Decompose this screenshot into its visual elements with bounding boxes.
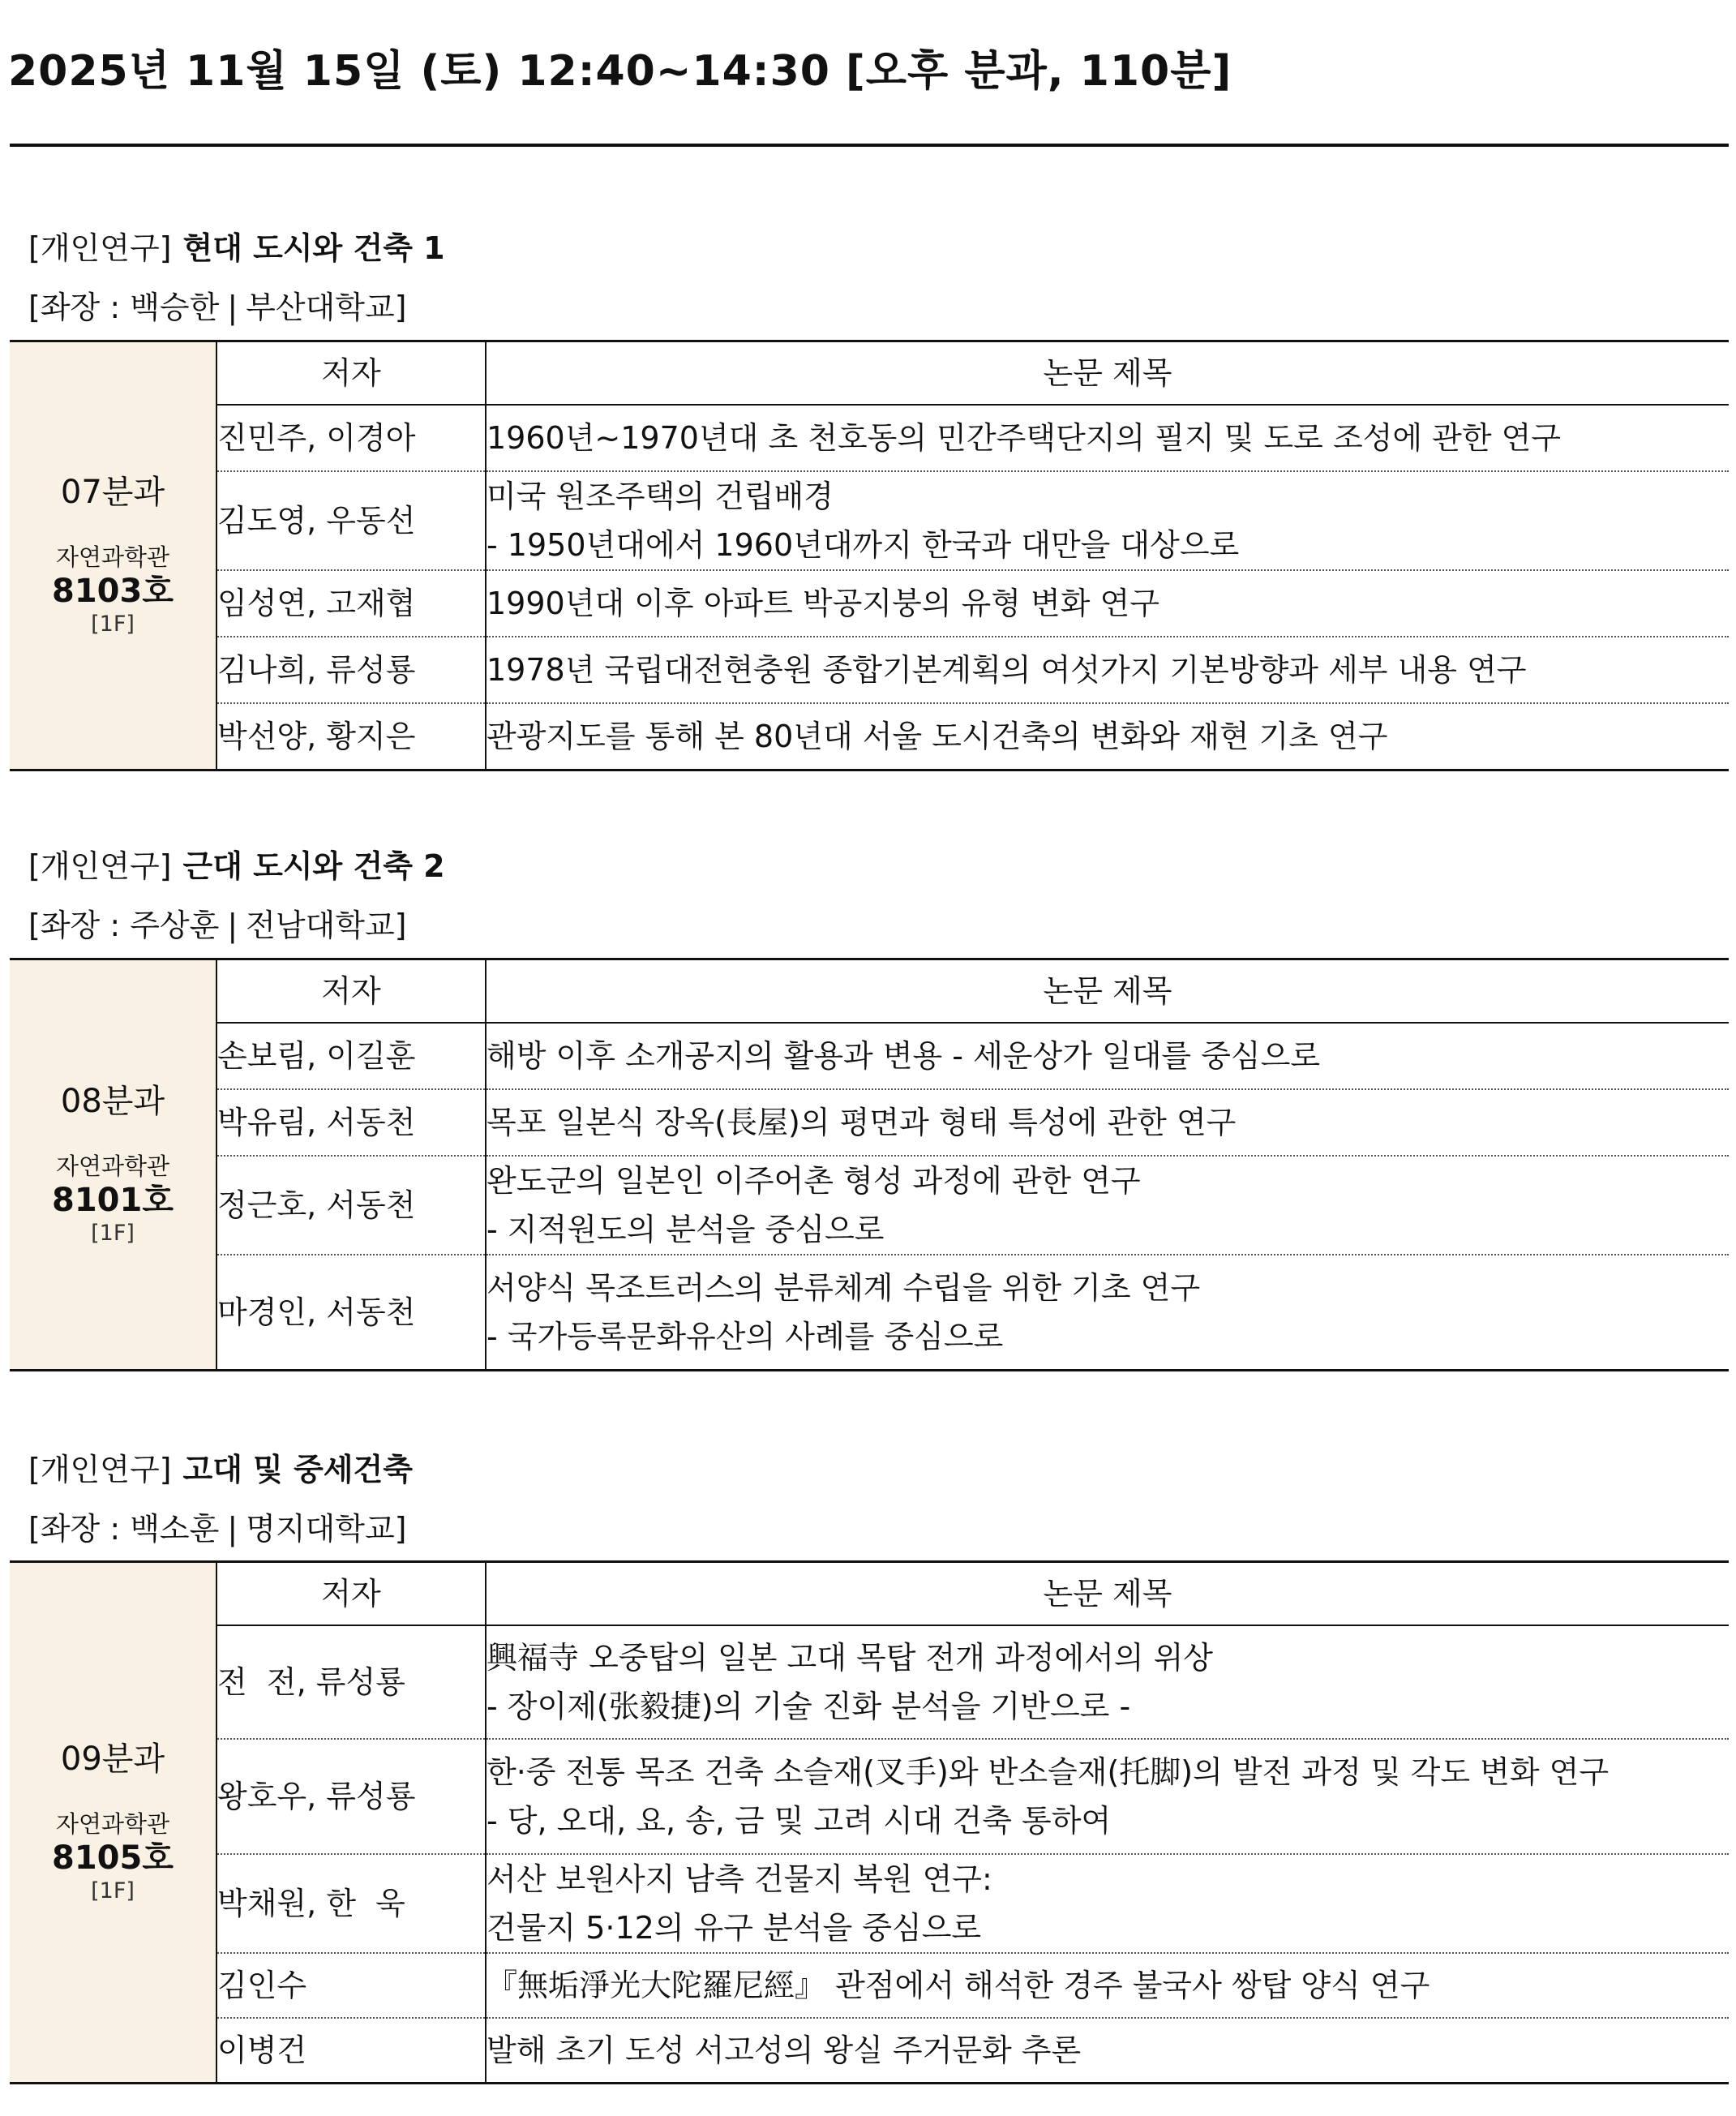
- chair-name: [좌장 : 주상훈: [28, 908, 220, 943]
- title-line: 한·중 전통 목조 건축 소슬재(叉手)와 반소슬재(托脚)의 발전 과정 및 각도 변화 연구: [487, 1754, 1610, 1790]
- room-floor: [1F]: [91, 611, 135, 637]
- paper-title: [486, 1854, 1729, 1953]
- column-header-title: 논문 제목: [486, 1562, 1729, 1626]
- column-header-title: 논문 제목: [486, 959, 1729, 1024]
- page-header: 2025년 11월 15일 (토) 12:40~14:30 [오후 분과, 110분]: [8, 47, 1232, 96]
- room-cell: [10, 341, 216, 770]
- paper-title: [486, 570, 1729, 637]
- column-header-author: 저자: [216, 341, 486, 406]
- section-title: [28, 223, 445, 268]
- table-row: [10, 1953, 1729, 2018]
- table-row: [10, 1739, 1729, 1854]
- paper-authors: 김도영, 우동선: [216, 471, 486, 570]
- paper-title: [486, 471, 1729, 570]
- paper-title: [486, 1156, 1729, 1255]
- table-row: [10, 637, 1729, 703]
- room-session: 07분과: [60, 473, 165, 511]
- section-chair: [28, 900, 407, 945]
- room-number: 8103호: [52, 572, 174, 610]
- paper-authors: 김나희, 류성룡: [216, 637, 486, 703]
- title-line: - 당, 오대, 요, 송, 금 및 고려 시대 건축 통하여: [487, 1803, 1112, 1839]
- paper-authors: 전 전, 류성룡: [216, 1625, 486, 1739]
- paper-authors: 손보림, 이길훈: [216, 1023, 486, 1089]
- room-building: 자연과학관: [55, 1809, 170, 1838]
- table-row: [10, 471, 1729, 570]
- table-row: [10, 570, 1729, 637]
- section-title: [28, 1444, 413, 1489]
- column-header-title: 논문 제목: [486, 341, 1729, 406]
- section-kind: [개인연구]: [28, 1452, 172, 1487]
- section-name: 근대 도시와 건축 2: [182, 848, 445, 884]
- chair-affiliation: 부산대학교]: [246, 290, 407, 325]
- section-name: 현대 도시와 건축 1: [182, 230, 445, 266]
- section-name: 고대 및 중세건축: [182, 1452, 413, 1487]
- table-row: [10, 1023, 1729, 1089]
- chair-separator: |: [227, 1511, 238, 1547]
- title-line: 서산 보원사지 남측 건물지 복원 연구:: [487, 1861, 992, 1897]
- room-session: 08분과: [60, 1082, 165, 1120]
- paper-title: [486, 405, 1729, 471]
- paper-title: [486, 2018, 1729, 2083]
- title-line: - 국가등록문화유산의 사례를 중심으로: [487, 1318, 1004, 1354]
- paper-authors: 진민주, 이경아: [216, 405, 486, 471]
- table-row: [10, 703, 1729, 770]
- title-line: - 장이제(张毅捷)의 기술 진화 분석을 기반으로 -: [487, 1689, 1131, 1724]
- paper-authors: 왕호우, 류성룡: [216, 1739, 486, 1854]
- room-cell: [10, 959, 216, 1371]
- title-line: 완도군의 일본인 이주어촌 형성 과정에 관한 연구: [487, 1163, 1141, 1199]
- title-line: 미국 원조주택의 건립배경: [487, 479, 834, 514]
- title-line: 목포 일본식 장옥(長屋)의 평면과 형태 특성에 관한 연구: [487, 1105, 1237, 1140]
- room-building: 자연과학관: [55, 1152, 170, 1180]
- paper-title: [486, 1089, 1729, 1156]
- title-line: - 지적원도의 분석을 중심으로: [487, 1212, 885, 1247]
- section-kind: [개인연구]: [28, 848, 172, 884]
- paper-authors: 임성연, 고재협: [216, 570, 486, 637]
- title-line: 1978년 국립대전현충원 종합기본계획의 여섯가지 기본방향과 세부 내용 연구: [487, 652, 1527, 688]
- chair-name: [좌장 : 백소훈: [28, 1511, 220, 1547]
- room-number: 8105호: [52, 1839, 174, 1877]
- room-building: 자연과학관: [55, 543, 170, 571]
- room-floor: [1F]: [91, 1878, 135, 1904]
- title-line: 건물지 5·12의 유구 분석을 중심으로: [487, 1910, 982, 1946]
- section-chair: [28, 1504, 407, 1548]
- paper-title: [486, 1953, 1729, 2018]
- paper-title: [486, 1625, 1729, 1739]
- paper-title: [486, 637, 1729, 703]
- paper-title: [486, 1739, 1729, 1854]
- paper-authors: 정근호, 서동천: [216, 1156, 486, 1255]
- title-line: 관광지도를 통해 본 80년대 서울 도시건축의 변화와 재현 기초 연구: [487, 718, 1388, 754]
- header-divider: [10, 144, 1729, 147]
- title-line: 발해 초기 도성 서고성의 왕실 주거문화 추론: [487, 2032, 1082, 2068]
- title-line: 해방 이후 소개공지의 활용과 변용 - 세운상가 일대를 중심으로: [487, 1038, 1321, 1074]
- title-line: - 1950년대에서 1960년대까지 한국과 대만을 대상으로: [487, 527, 1240, 563]
- chair-affiliation: 명지대학교]: [246, 1511, 407, 1547]
- room-floor: [1F]: [91, 1220, 135, 1246]
- paper-authors: 이병건: [216, 2018, 486, 2083]
- column-header-author: 저자: [216, 959, 486, 1024]
- title-line: 1960년~1970년대 초 천호동의 민간주택단지의 필지 및 도로 조성에 관한 연구: [487, 420, 1562, 456]
- chair-separator: |: [227, 908, 238, 943]
- chair-name: [좌장 : 백승한: [28, 290, 220, 325]
- table-row: [10, 1625, 1729, 1739]
- table-row: [10, 1089, 1729, 1156]
- section-title: [28, 841, 445, 886]
- paper-title: [486, 1255, 1729, 1370]
- paper-authors: 김인수: [216, 1953, 486, 2018]
- paper-title: [486, 703, 1729, 770]
- table-row: [10, 2018, 1729, 2083]
- table-row: [10, 1255, 1729, 1370]
- section-chair: [28, 282, 407, 327]
- chair-affiliation: 전남대학교]: [246, 908, 407, 943]
- title-line: 1990년대 이후 아파트 박공지붕의 유형 변화 연구: [487, 586, 1159, 621]
- paper-title: [486, 1023, 1729, 1089]
- title-line: 『無垢淨光大陀羅尼經』 관점에서 해석한 경주 불국사 쌍탑 양식 연구: [487, 1968, 1430, 2003]
- section-kind: [개인연구]: [28, 230, 172, 266]
- paper-authors: 박선양, 황지은: [216, 703, 486, 770]
- table-row: [10, 1156, 1729, 1255]
- room-session: 09분과: [60, 1740, 165, 1778]
- room-number: 8101호: [52, 1181, 174, 1219]
- session-table: [10, 1560, 1729, 2084]
- session-table: [10, 958, 1729, 1371]
- chair-separator: |: [227, 290, 238, 325]
- column-header-author: 저자: [216, 1562, 486, 1626]
- room-cell: [10, 1562, 216, 2084]
- paper-authors: 박채원, 한 욱: [216, 1854, 486, 1953]
- title-line: 興福寺 오중탑의 일본 고대 목탑 전개 과정에서의 위상: [487, 1640, 1214, 1676]
- session-table: [10, 340, 1729, 771]
- table-row: [10, 1854, 1729, 1953]
- paper-authors: 박유림, 서동천: [216, 1089, 486, 1156]
- title-line: 서양식 목조트러스의 분류체계 수립을 위한 기초 연구: [487, 1269, 1201, 1306]
- paper-authors: 마경인, 서동천: [216, 1255, 486, 1370]
- table-row: [10, 405, 1729, 471]
